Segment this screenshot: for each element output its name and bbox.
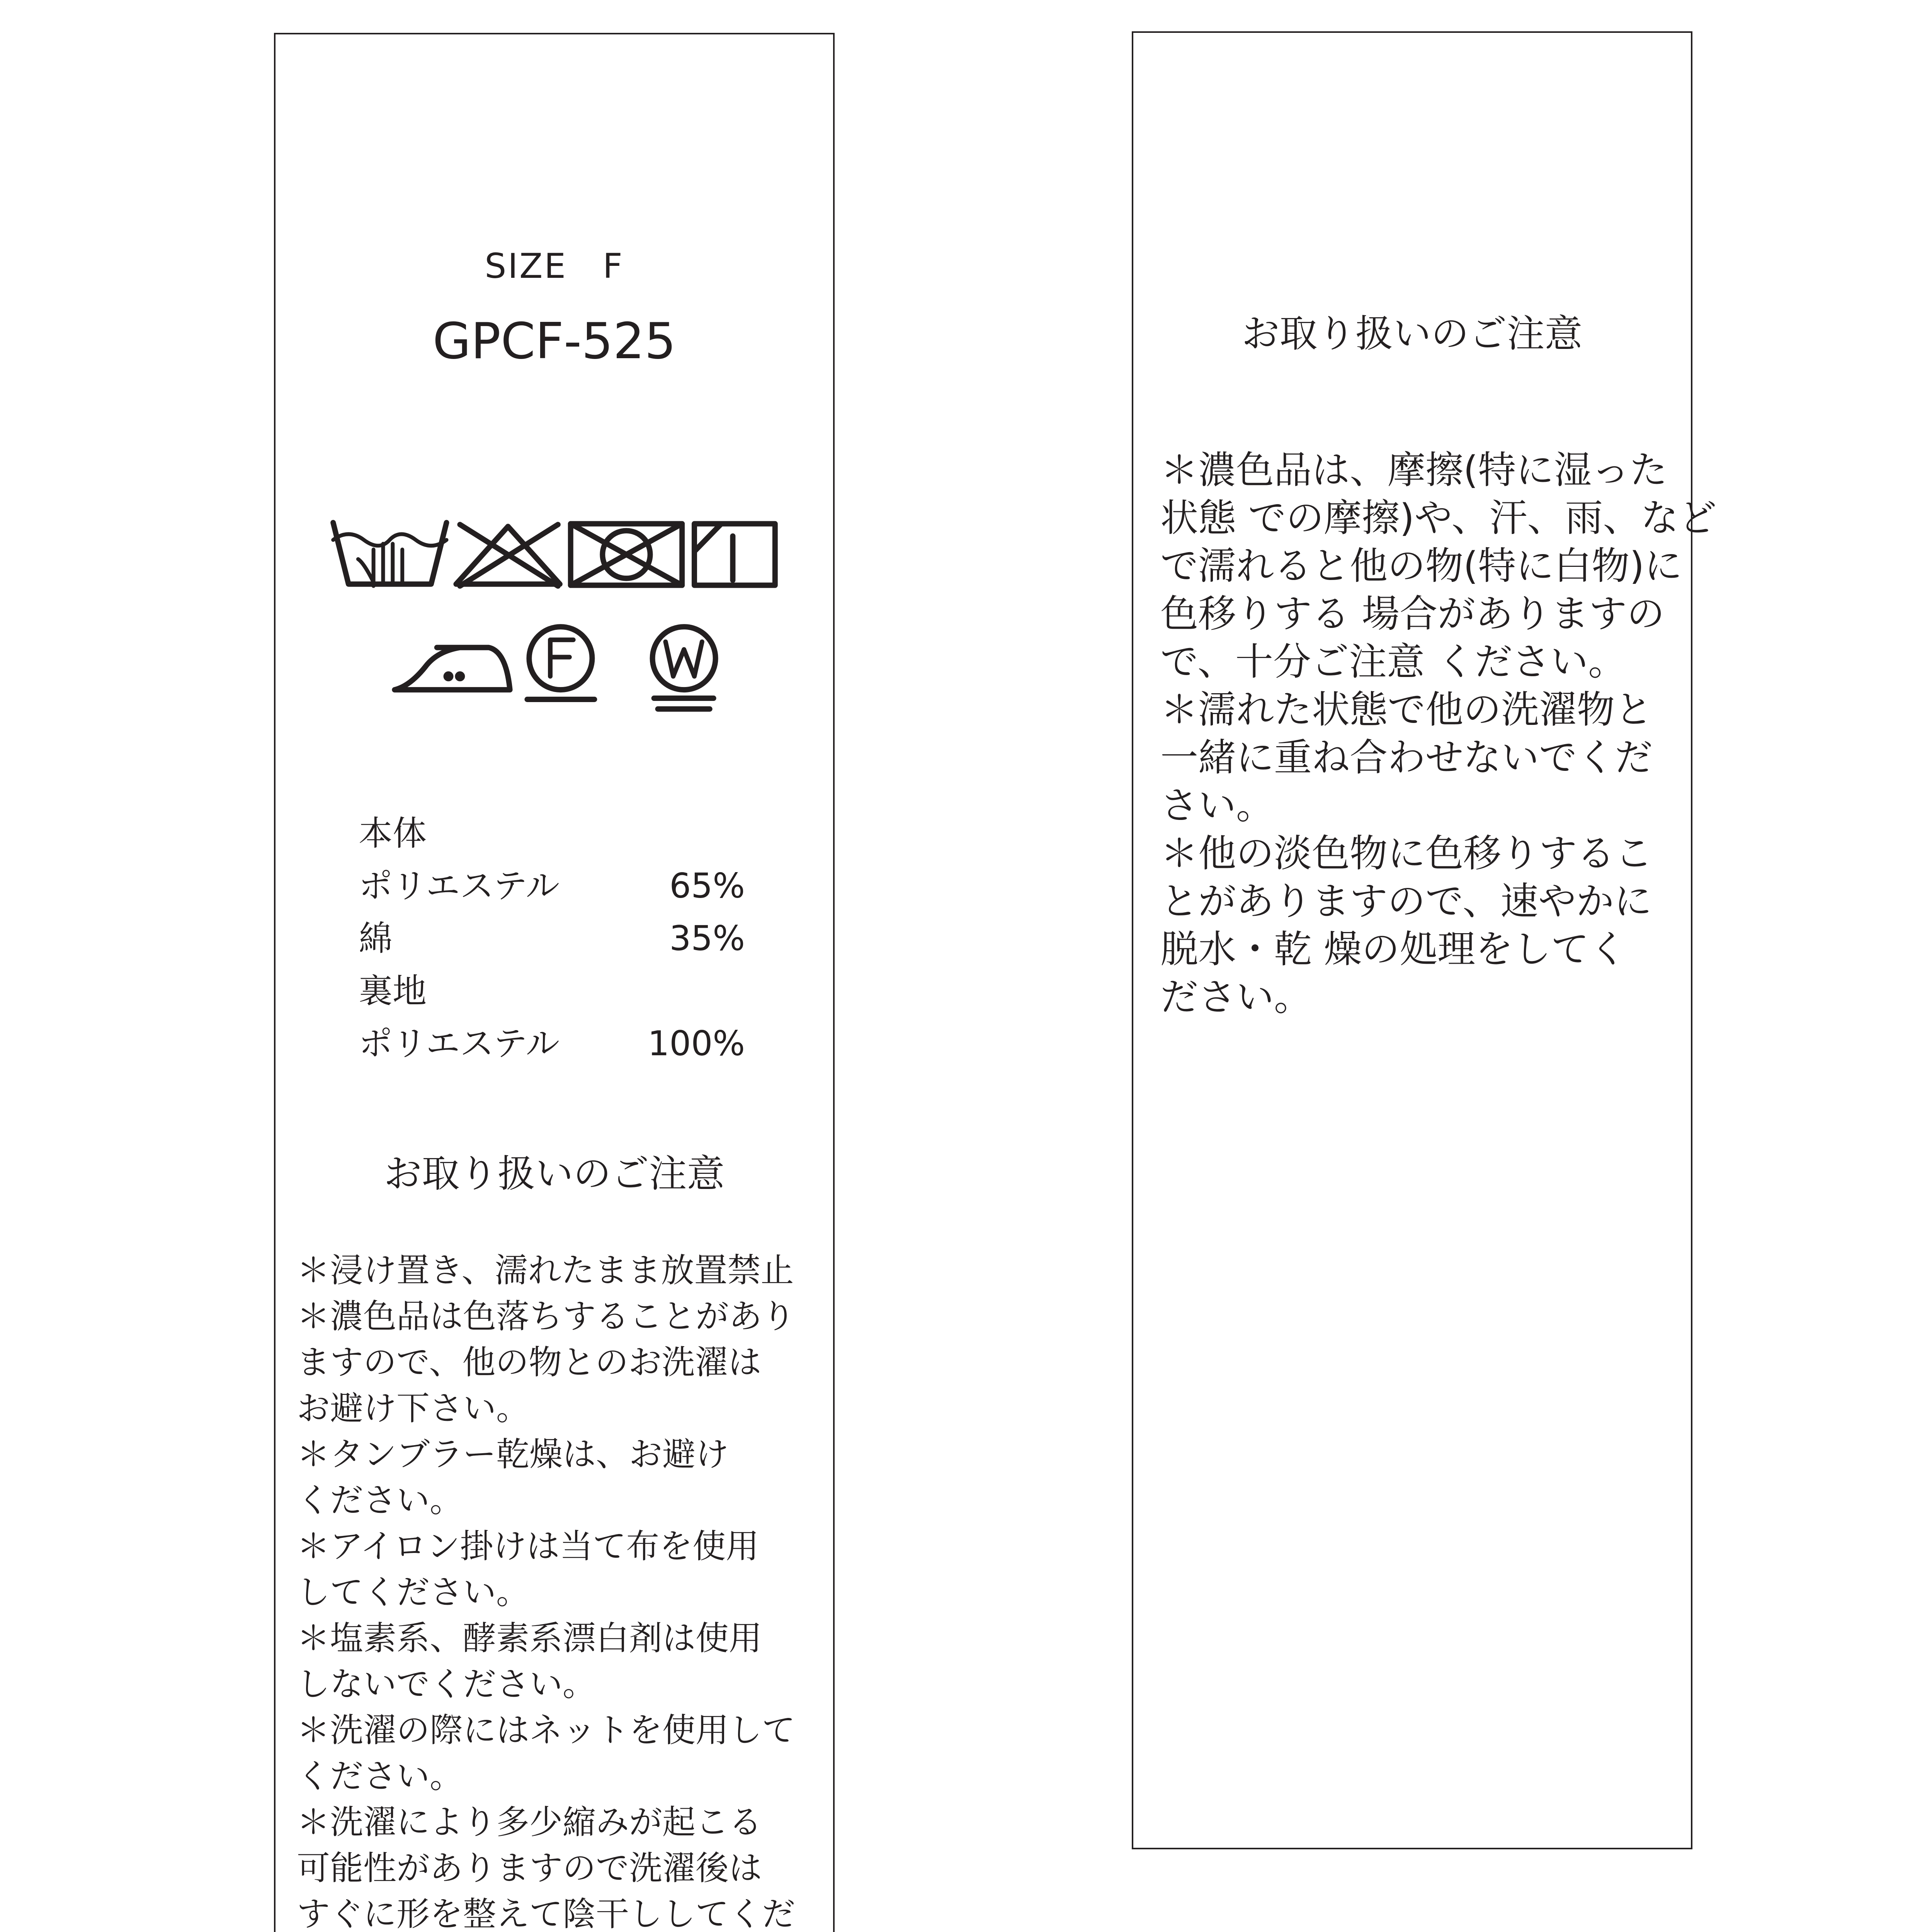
care-note-line: 可能性がありますので洗濯後は: [297, 1849, 762, 1888]
care-symbols: [276, 34, 833, 807]
composition-row: [359, 912, 745, 965]
care-note-line: 色移りする 場合がありますの: [1160, 592, 1665, 636]
care-title: お取り扱いのご注意: [1242, 312, 1583, 356]
care-note-line: してください。: [297, 1573, 529, 1612]
composition-row: [359, 860, 745, 912]
care-note-line: さい。: [1160, 784, 1274, 828]
care-note-line: で濡れると他の物(特に白物)に: [1160, 544, 1682, 588]
no-bleach-icon: [456, 525, 560, 586]
care-label-right: [1132, 31, 1717, 1849]
care-notes: [1160, 446, 1717, 1021]
size-text: SIZE F: [485, 246, 624, 286]
care-note-line: とがありますので、速やかに: [1160, 879, 1652, 923]
composition-material: 綿: [359, 918, 393, 958]
care-note-line: 状態 での摩擦)や、汗、雨、など: [1160, 496, 1717, 540]
composition-percent: 65%: [669, 866, 745, 906]
line-dry-shade-icon: [694, 524, 775, 585]
care-note-line: ださい。: [1160, 975, 1312, 1019]
care-label-left: [274, 33, 835, 1932]
care-note-line: ＊濡れた状態で他の洗濯物と: [1160, 688, 1653, 732]
care-note-line: ＊浸け置き、濡れたまま放置禁止: [297, 1251, 794, 1290]
care-note-line: ＊塩素系、酵素系漂白剤は使用: [297, 1619, 762, 1658]
care-note-line: すぐに形を整えて陰干ししてくだ: [297, 1895, 795, 1932]
care-note-line: ＊洗濯により多少縮みが起こる: [297, 1803, 762, 1842]
composition-row: [359, 1017, 745, 1070]
care-note-line: ますので、他の物とのお洗濯は: [297, 1343, 762, 1382]
care-note-line: ＊洗濯の際にはネットを使用して: [297, 1711, 795, 1750]
care-note-line: しないでください。: [297, 1665, 596, 1704]
composition-row: [359, 807, 745, 860]
iron-low-icon: [395, 648, 510, 690]
care-title: お取り扱いのご注意: [384, 1152, 725, 1196]
care-note-line: 脱水・乾 燥の処理をしてく: [1160, 927, 1627, 971]
composition-material: 本体: [359, 813, 427, 853]
care-note-line: ＊濃色品は色落ちすることがあり: [297, 1297, 795, 1336]
care-notes: [297, 1248, 815, 1932]
no-tumble-dry-icon: [571, 524, 682, 585]
fabric-composition: [359, 807, 745, 1070]
composition-percent: 100%: [648, 1024, 745, 1063]
composition-percent: 35%: [669, 918, 745, 958]
composition-row: [359, 965, 745, 1017]
composition-material: 裏地: [359, 971, 427, 1011]
care-note-line: ＊濃色品は、摩擦(特に湿った: [1160, 448, 1668, 492]
care-note-line: ＊アイロン掛けは当て布を使用: [297, 1527, 759, 1566]
composition-material: ポリエステル: [359, 1024, 560, 1063]
care-note-line: お避け下さい。: [297, 1389, 529, 1428]
composition-material: ポリエステル: [359, 866, 560, 906]
care-note-line: 一緒に重ね合わせないでくだ: [1160, 736, 1653, 780]
hand-wash-icon: [333, 523, 446, 586]
style-number: GPCF-525: [432, 313, 676, 370]
care-note-line: ください。: [297, 1481, 463, 1520]
wet-clean-icon: [653, 627, 716, 709]
care-note-line: ＊他の淡色物に色移りするこ: [1160, 832, 1653, 876]
care-note-line: ＊タンブラー乾燥は、お避け: [297, 1435, 729, 1474]
care-note-line: で、十分ご注意 ください。: [1160, 640, 1626, 684]
dry-clean-f-icon: [527, 627, 594, 699]
care-note-line: ください。: [297, 1757, 463, 1796]
